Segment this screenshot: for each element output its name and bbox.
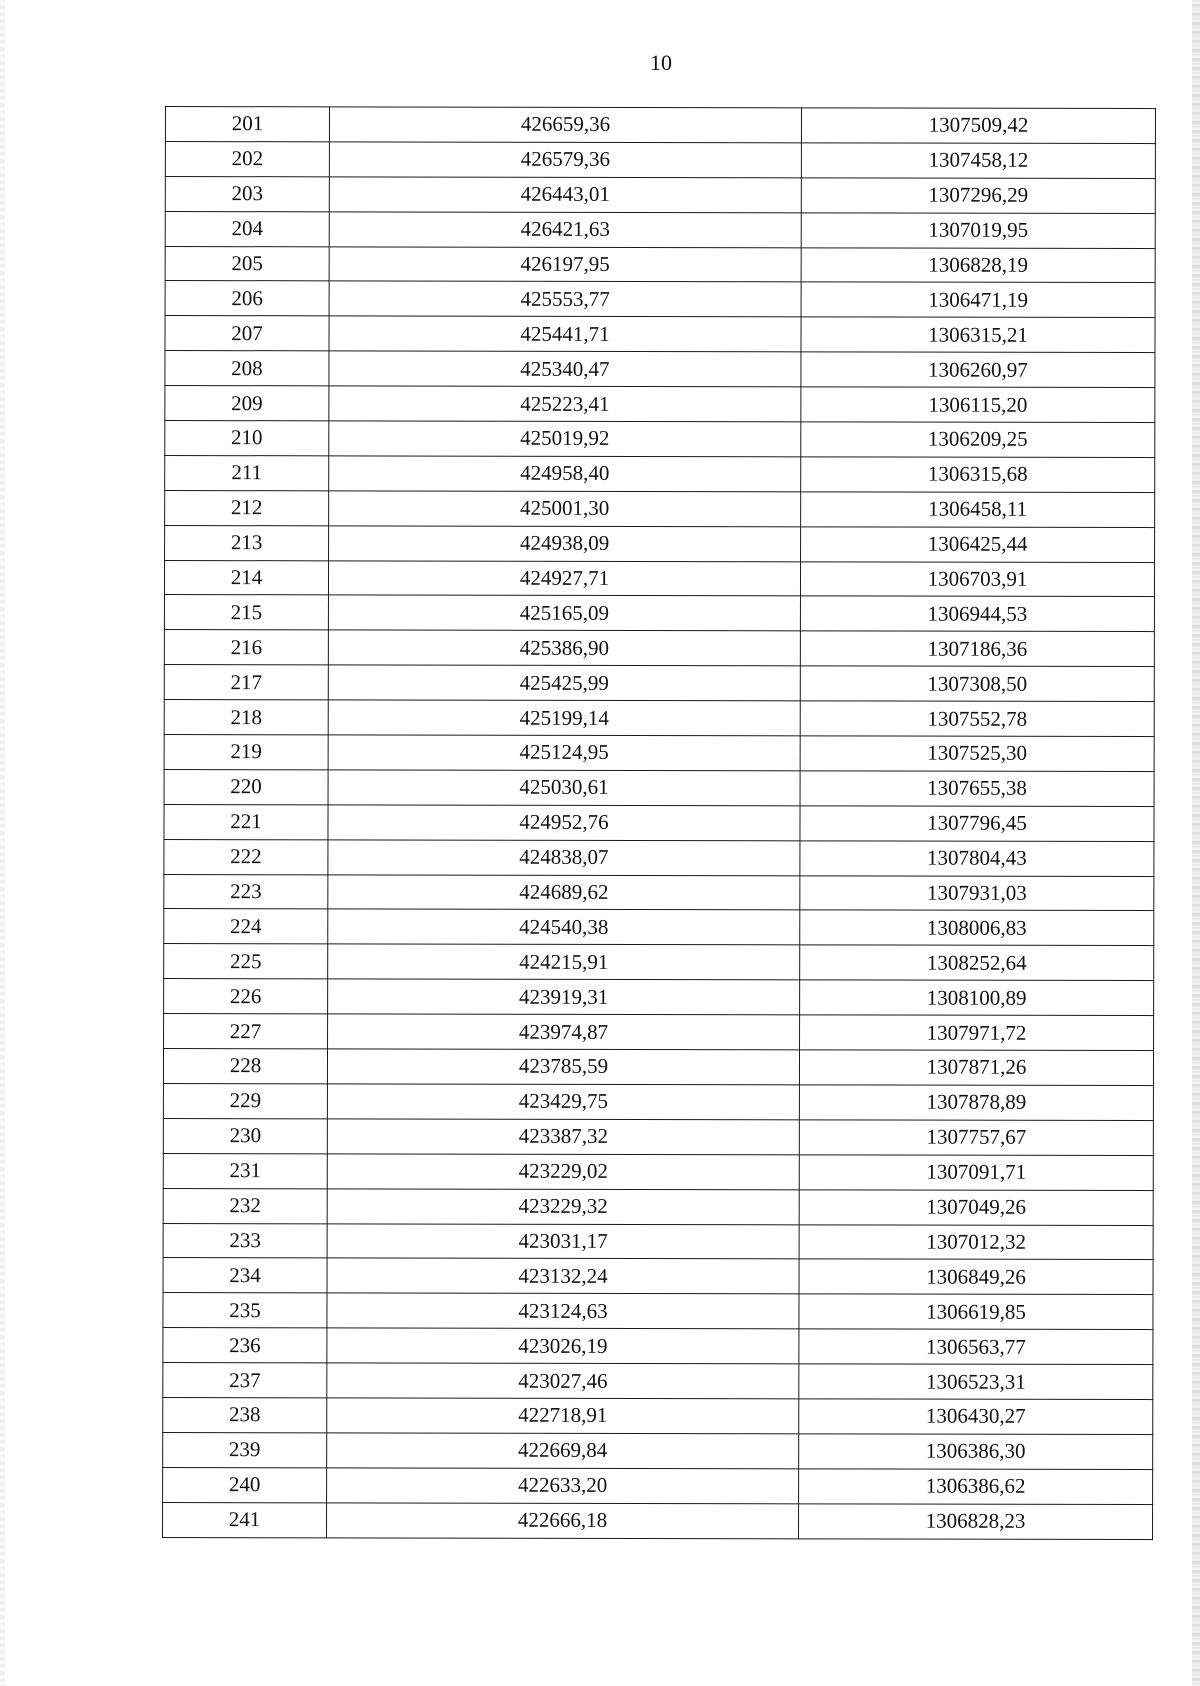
y-coordinate-cell: 1307012,32: [799, 1224, 1153, 1260]
table-row: [164, 839, 1154, 876]
point-number-cell: 238: [163, 1397, 327, 1432]
x-coordinate-cell: 425386,90: [328, 630, 800, 666]
table-row: [164, 630, 1154, 667]
y-coordinate-cell: 1308100,89: [800, 980, 1154, 1016]
x-coordinate-cell: 423429,75: [327, 1084, 799, 1120]
x-coordinate-cell: 422718,91: [327, 1398, 799, 1434]
y-coordinate-cell: 1306523,31: [799, 1364, 1153, 1400]
point-number-cell: 234: [163, 1258, 327, 1293]
table-row: [163, 1502, 1153, 1539]
point-number-cell: 214: [164, 560, 328, 595]
x-coordinate-cell: 425019,92: [329, 421, 801, 457]
x-coordinate-cell: 424952,76: [328, 805, 800, 841]
y-coordinate-cell: 1306115,20: [801, 387, 1155, 423]
point-number-cell: 224: [164, 909, 328, 944]
point-number-cell: 217: [164, 665, 328, 700]
point-number-cell: 211: [165, 455, 329, 490]
point-number-cell: 215: [164, 595, 328, 630]
table-row: [165, 490, 1155, 527]
table-row: [164, 560, 1154, 597]
point-number-cell: 229: [163, 1083, 327, 1118]
point-number-cell: 225: [164, 944, 328, 979]
x-coordinate-cell: 424958,40: [329, 456, 801, 492]
y-coordinate-cell: 1306619,85: [799, 1294, 1153, 1330]
point-number-cell: 237: [163, 1363, 327, 1398]
y-coordinate-cell: 1306563,77: [799, 1329, 1153, 1365]
table-row: [165, 176, 1155, 213]
y-coordinate-cell: 1306944,53: [800, 596, 1154, 632]
table-row: [164, 874, 1154, 911]
y-coordinate-cell: 1307525,30: [800, 736, 1154, 772]
point-number-cell: 240: [163, 1467, 327, 1502]
table-row: [165, 455, 1155, 492]
table-row: [163, 1467, 1153, 1504]
scan-edge-right: [1192, 0, 1200, 1686]
y-coordinate-cell: 1306315,68: [801, 457, 1155, 493]
y-coordinate-cell: 1307296,29: [801, 178, 1155, 214]
x-coordinate-cell: 423132,24: [327, 1258, 799, 1294]
point-number-cell: 223: [164, 874, 328, 909]
y-coordinate-cell: 1307552,78: [800, 701, 1154, 737]
y-coordinate-cell: 1306703,91: [800, 561, 1154, 597]
x-coordinate-cell: 426443,01: [329, 177, 801, 213]
table-row: [165, 421, 1155, 458]
point-number-cell: 236: [163, 1328, 327, 1363]
table-row: [164, 665, 1154, 702]
table-row: [163, 1188, 1153, 1225]
table-row: [164, 735, 1154, 772]
y-coordinate-cell: 1306260,97: [801, 352, 1155, 388]
table-row: [164, 909, 1154, 946]
point-number-cell: 209: [165, 386, 329, 421]
point-number-cell: 228: [163, 1049, 327, 1084]
x-coordinate-cell: 426197,95: [329, 246, 801, 282]
x-coordinate-cell: 424689,62: [328, 874, 800, 910]
coordinates-table: [162, 106, 1156, 1540]
point-number-cell: 241: [163, 1502, 327, 1537]
x-coordinate-cell: 423027,46: [327, 1363, 799, 1399]
x-coordinate-cell: 423229,02: [327, 1154, 799, 1190]
x-coordinate-cell: 424938,09: [329, 526, 801, 562]
x-coordinate-cell: 424927,71: [328, 560, 800, 596]
table-row: [164, 804, 1154, 841]
scan-edge-left: [0, 0, 5, 1686]
point-number-cell: 203: [165, 176, 329, 211]
y-coordinate-cell: 1306828,19: [801, 247, 1155, 283]
y-coordinate-cell: 1307931,03: [800, 875, 1154, 911]
point-number-cell: 206: [165, 281, 329, 316]
x-coordinate-cell: 424540,38: [328, 909, 800, 945]
table-row: [163, 1293, 1153, 1330]
x-coordinate-cell: 423031,17: [327, 1223, 799, 1259]
point-number-cell: 212: [165, 490, 329, 525]
x-coordinate-cell: 426421,63: [329, 212, 801, 248]
x-coordinate-cell: 425030,61: [328, 770, 800, 806]
x-coordinate-cell: 422669,84: [327, 1433, 799, 1469]
x-coordinate-cell: 422633,20: [327, 1468, 799, 1504]
y-coordinate-cell: 1307871,26: [799, 1050, 1153, 1086]
point-number-cell: 221: [164, 804, 328, 839]
point-number-cell: 231: [163, 1153, 327, 1188]
x-coordinate-cell: 424838,07: [328, 840, 800, 876]
y-coordinate-cell: 1306458,11: [801, 492, 1155, 528]
table-row: [163, 1153, 1153, 1190]
point-number-cell: 232: [163, 1188, 327, 1223]
x-coordinate-cell: 423974,87: [328, 1014, 800, 1050]
table-row: [164, 700, 1154, 737]
table-row: [163, 1258, 1153, 1295]
x-coordinate-cell: 423785,59: [327, 1049, 799, 1085]
coordinates-table-body: [163, 107, 1156, 1540]
point-number-cell: 220: [164, 769, 328, 804]
y-coordinate-cell: 1306471,19: [801, 282, 1155, 318]
point-number-cell: 235: [163, 1293, 327, 1328]
table-row: [163, 1049, 1153, 1086]
table-row: [163, 1223, 1153, 1260]
x-coordinate-cell: 425340,47: [329, 351, 801, 387]
y-coordinate-cell: 1307458,12: [801, 143, 1155, 179]
y-coordinate-cell: 1307186,36: [800, 631, 1154, 667]
y-coordinate-cell: 1306430,27: [799, 1399, 1153, 1435]
y-coordinate-cell: 1307804,43: [800, 841, 1154, 877]
point-number-cell: 210: [165, 421, 329, 456]
y-coordinate-cell: 1307091,71: [799, 1155, 1153, 1191]
x-coordinate-cell: 426579,36: [329, 142, 801, 178]
y-coordinate-cell: 1307509,42: [801, 108, 1155, 144]
table-row: [164, 1014, 1154, 1051]
x-coordinate-cell: 426659,36: [329, 107, 801, 143]
y-coordinate-cell: 1306315,21: [801, 317, 1155, 353]
y-coordinate-cell: 1307019,95: [801, 213, 1155, 249]
point-number-cell: 202: [165, 141, 329, 176]
table-row: [164, 979, 1154, 1016]
table-row: [164, 944, 1154, 981]
table-row: [165, 211, 1155, 248]
x-coordinate-cell: 425425,99: [328, 665, 800, 701]
table-row: [163, 1363, 1153, 1400]
x-coordinate-cell: 423229,32: [327, 1188, 799, 1224]
point-number-cell: 230: [163, 1118, 327, 1153]
point-number-cell: 222: [164, 839, 328, 874]
table-row: [163, 1328, 1153, 1365]
x-coordinate-cell: 425553,77: [329, 281, 801, 317]
table-row: [165, 141, 1155, 178]
point-number-cell: 226: [164, 979, 328, 1014]
x-coordinate-cell: 423919,31: [328, 979, 800, 1015]
y-coordinate-cell: 1307796,45: [800, 806, 1154, 842]
y-coordinate-cell: 1307308,50: [800, 666, 1154, 702]
table-row: [165, 107, 1155, 144]
point-number-cell: 208: [165, 351, 329, 386]
x-coordinate-cell: 423026,19: [327, 1328, 799, 1364]
point-number-cell: 207: [165, 316, 329, 351]
table-row: [165, 386, 1155, 423]
point-number-cell: 204: [165, 211, 329, 246]
point-number-cell: 201: [165, 107, 329, 142]
y-coordinate-cell: 1306828,23: [799, 1503, 1153, 1539]
table-row: [163, 1432, 1153, 1469]
x-coordinate-cell: 422666,18: [327, 1502, 799, 1538]
y-coordinate-cell: 1308252,64: [800, 945, 1154, 981]
table-row: [163, 1397, 1153, 1434]
y-coordinate-cell: 1307878,89: [799, 1085, 1153, 1121]
table-row: [165, 281, 1155, 318]
point-number-cell: 219: [164, 735, 328, 770]
point-number-cell: 205: [165, 246, 329, 281]
point-number-cell: 216: [164, 630, 328, 665]
point-number-cell: 233: [163, 1223, 327, 1258]
point-number-cell: 239: [163, 1432, 327, 1467]
point-number-cell: 213: [165, 525, 329, 560]
x-coordinate-cell: 423387,32: [327, 1119, 799, 1155]
table-row: [163, 1083, 1153, 1120]
y-coordinate-cell: 1307971,72: [800, 1015, 1154, 1051]
x-coordinate-cell: 424215,91: [328, 944, 800, 980]
y-coordinate-cell: 1307049,26: [799, 1189, 1153, 1225]
table-row: [165, 351, 1155, 388]
table-row: [165, 525, 1155, 562]
y-coordinate-cell: 1308006,83: [800, 910, 1154, 946]
table-row: [163, 1118, 1153, 1155]
y-coordinate-cell: 1306425,44: [801, 527, 1155, 563]
y-coordinate-cell: 1306209,25: [801, 422, 1155, 458]
x-coordinate-cell: 425441,71: [329, 316, 801, 352]
x-coordinate-cell: 425124,95: [328, 735, 800, 771]
x-coordinate-cell: 425199,14: [328, 700, 800, 736]
point-number-cell: 227: [164, 1014, 328, 1049]
table-row: [164, 595, 1154, 632]
table-row: [165, 246, 1155, 283]
point-number-cell: 218: [164, 700, 328, 735]
x-coordinate-cell: 425165,09: [328, 595, 800, 631]
y-coordinate-cell: 1306386,62: [799, 1469, 1153, 1505]
y-coordinate-cell: 1307655,38: [800, 771, 1154, 807]
x-coordinate-cell: 425223,41: [329, 386, 801, 422]
table-row: [165, 316, 1155, 353]
x-coordinate-cell: 425001,30: [329, 491, 801, 527]
page-number: 10: [650, 50, 672, 75]
table-row: [164, 769, 1154, 806]
y-coordinate-cell: 1307757,67: [799, 1120, 1153, 1156]
y-coordinate-cell: 1306849,26: [799, 1259, 1153, 1295]
y-coordinate-cell: 1306386,30: [799, 1434, 1153, 1470]
x-coordinate-cell: 423124,63: [327, 1293, 799, 1329]
